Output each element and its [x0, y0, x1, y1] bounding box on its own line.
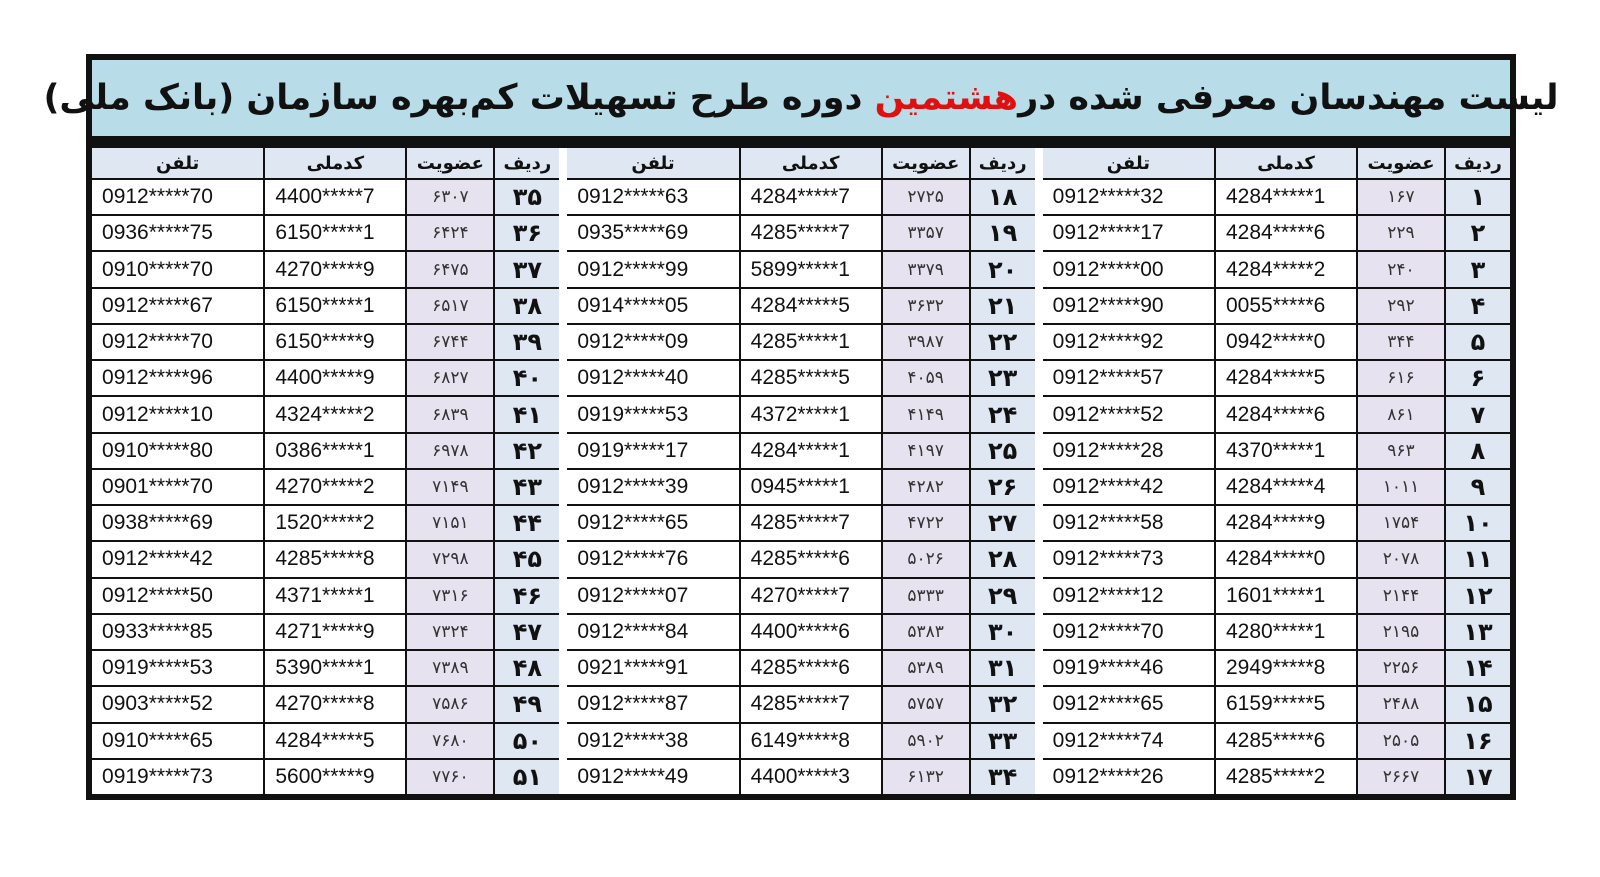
phone-cell: 0912*****90 [1043, 289, 1214, 323]
phone-cell: 0912*****74 [1043, 724, 1214, 758]
national-code-cell: 0055*****6 [1216, 289, 1356, 323]
national-code-cell: 4270*****7 [741, 579, 881, 613]
table-row [1043, 651, 1510, 685]
national-code-cell: 4284*****7 [741, 180, 881, 214]
table-row [1043, 216, 1510, 250]
row-number-cell: ۱۷ [1446, 760, 1510, 794]
table-row [1043, 579, 1510, 613]
phone-cell: 0912*****67 [92, 289, 263, 323]
national-code-cell: 4285*****7 [741, 687, 881, 721]
phone-cell: 0936*****75 [92, 216, 263, 250]
row-number-cell: ۳۵ [495, 180, 559, 214]
table-row [92, 651, 559, 685]
row-number-cell: ۲۱ [971, 289, 1035, 323]
phone-cell: 0912*****10 [92, 397, 263, 431]
row-number-cell: ۴۴ [495, 506, 559, 540]
row-number-cell: ۴۶ [495, 579, 559, 613]
national-code-cell: 4284*****2 [1216, 252, 1356, 286]
national-code-cell: 4370*****1 [1216, 434, 1356, 468]
membership-cell: ۶۷۴۴ [407, 325, 493, 359]
national-code-cell: 4285*****7 [741, 216, 881, 250]
membership-cell: ۲۵۰۵ [1358, 724, 1444, 758]
table-row [567, 506, 1034, 540]
phone-cell: 0912*****38 [567, 724, 738, 758]
row-number-cell: ۱۹ [971, 216, 1035, 250]
table-row [92, 361, 559, 395]
row-number-cell: ۳۶ [495, 216, 559, 250]
national-code-cell: 4284*****5 [741, 289, 881, 323]
table-row [1043, 397, 1510, 431]
national-code-cell: 6150*****1 [265, 216, 405, 250]
table-row [1043, 506, 1510, 540]
national-code-cell: 4271*****9 [265, 615, 405, 649]
row-number-cell: ۲۲ [971, 325, 1035, 359]
national-code-cell: 4284*****6 [1216, 397, 1356, 431]
membership-cell: ۷۵۸۶ [407, 687, 493, 721]
row-number-cell: ۲۰ [971, 252, 1035, 286]
membership-cell: ۲۹۲ [1358, 289, 1444, 323]
phone-cell: 0919*****53 [567, 397, 738, 431]
table-row [567, 325, 1034, 359]
membership-cell: ۶۴۷۵ [407, 252, 493, 286]
national-code-cell: 5390*****1 [265, 651, 405, 685]
membership-cell: ۵۳۸۳ [883, 615, 969, 649]
membership-cell: ۶۳۰۷ [407, 180, 493, 214]
national-code-cell: 4285*****6 [1216, 724, 1356, 758]
table-row [92, 325, 559, 359]
row-number-cell: ۴۲ [495, 434, 559, 468]
membership-cell: ۷۷۶۰ [407, 760, 493, 794]
membership-cell: ۳۶۳۲ [883, 289, 969, 323]
row-number-cell: ۱۰ [1446, 506, 1510, 540]
national-code-cell: 6149*****8 [741, 724, 881, 758]
table-panel-3 [92, 148, 559, 794]
national-code-cell: 4284*****0 [1216, 542, 1356, 576]
membership-cell: ۱۷۵۴ [1358, 506, 1444, 540]
membership-cell: ۳۴۴ [1358, 325, 1444, 359]
header-phone: تلفن [567, 148, 738, 178]
table-panel-1 [1043, 148, 1510, 794]
phone-cell: 0912*****07 [567, 579, 738, 613]
membership-cell: ۲۲۵۶ [1358, 651, 1444, 685]
row-number-cell: ۴۰ [495, 361, 559, 395]
national-code-cell: 0945*****1 [741, 470, 881, 504]
header-membership: عضویت [1358, 148, 1444, 178]
membership-cell: ۵۹۰۲ [883, 724, 969, 758]
row-number-cell: ۱۵ [1446, 687, 1510, 721]
membership-cell: ۲۷۲۵ [883, 180, 969, 214]
national-code-cell: 4270*****8 [265, 687, 405, 721]
phone-cell: 0912*****70 [92, 180, 263, 214]
phone-cell: 0912*****50 [92, 579, 263, 613]
row-number-cell: ۵۰ [495, 724, 559, 758]
national-code-cell: 4285*****2 [1216, 760, 1356, 794]
membership-cell: ۶۹۷۸ [407, 434, 493, 468]
phone-cell: 0912*****39 [567, 470, 738, 504]
national-code-cell: 4372*****1 [741, 397, 881, 431]
table-row [1043, 252, 1510, 286]
membership-cell: ۲۱۴۴ [1358, 579, 1444, 613]
header-national-code: کدملی [1216, 148, 1356, 178]
row-number-cell: ۳ [1446, 252, 1510, 286]
row-number-cell: ۲ [1446, 216, 1510, 250]
national-code-cell: 4400*****3 [741, 760, 881, 794]
national-code-cell: 4284*****1 [741, 434, 881, 468]
phone-cell: 0912*****26 [1043, 760, 1214, 794]
phone-cell: 0912*****65 [1043, 687, 1214, 721]
national-code-cell: 1601*****1 [1216, 579, 1356, 613]
phone-cell: 0912*****63 [567, 180, 738, 214]
phone-cell: 0912*****57 [1043, 361, 1214, 395]
table-row [567, 434, 1034, 468]
phone-cell: 0919*****73 [92, 760, 263, 794]
table-row [567, 289, 1034, 323]
row-number-cell: ۵ [1446, 325, 1510, 359]
membership-cell: ۲۴۰ [1358, 252, 1444, 286]
national-code-cell: 4284*****4 [1216, 470, 1356, 504]
phone-cell: 0912*****84 [567, 615, 738, 649]
national-code-cell: 6150*****9 [265, 325, 405, 359]
table-row [92, 397, 559, 431]
header-phone: تلفن [92, 148, 263, 178]
membership-cell: ۵۷۵۷ [883, 687, 969, 721]
title-part-2: دوره طرح تسهیلات کم‌بهره سازمان (بانک ملی) [43, 78, 875, 118]
row-number-cell: ۴۸ [495, 651, 559, 685]
row-number-cell: ۴۱ [495, 397, 559, 431]
row-number-cell: ۱ [1446, 180, 1510, 214]
phone-cell: 0912*****40 [567, 361, 738, 395]
membership-cell: ۲۴۸۸ [1358, 687, 1444, 721]
row-number-cell: ۴۷ [495, 615, 559, 649]
membership-cell: ۳۳۵۷ [883, 216, 969, 250]
membership-cell: ۲۲۹ [1358, 216, 1444, 250]
table-row [1043, 434, 1510, 468]
phone-cell: 0938*****69 [92, 506, 263, 540]
row-number-cell: ۴۹ [495, 687, 559, 721]
table-row [92, 506, 559, 540]
membership-cell: ۶۵۱۷ [407, 289, 493, 323]
header-membership: عضویت [407, 148, 493, 178]
national-code-cell: 4285*****6 [741, 542, 881, 576]
membership-cell: ۲۰۷۸ [1358, 542, 1444, 576]
membership-cell: ۷۶۸۰ [407, 724, 493, 758]
national-code-cell: 4324*****2 [265, 397, 405, 431]
national-code-cell: 4400*****7 [265, 180, 405, 214]
phone-cell: 0903*****52 [92, 687, 263, 721]
phone-cell: 0912*****92 [1043, 325, 1214, 359]
table-row [92, 470, 559, 504]
table-row [1043, 180, 1510, 214]
phone-cell: 0921*****91 [567, 651, 738, 685]
header-row-number: ردیف [495, 148, 559, 178]
table-header-row [1043, 148, 1510, 178]
table-row [567, 180, 1034, 214]
header-row-number: ردیف [971, 148, 1035, 178]
national-code-cell: 0942*****0 [1216, 325, 1356, 359]
table-row [567, 397, 1034, 431]
row-number-cell: ۱۴ [1446, 651, 1510, 685]
row-number-cell: ۴۳ [495, 470, 559, 504]
membership-cell: ۷۱۴۹ [407, 470, 493, 504]
row-number-cell: ۹ [1446, 470, 1510, 504]
national-code-cell: 4270*****2 [265, 470, 405, 504]
row-number-cell: ۳۹ [495, 325, 559, 359]
national-code-cell: 4280*****1 [1216, 615, 1356, 649]
phone-cell: 0901*****70 [92, 470, 263, 504]
phone-cell: 0914*****05 [567, 289, 738, 323]
phone-cell: 0919*****53 [92, 651, 263, 685]
phone-cell: 0912*****12 [1043, 579, 1214, 613]
table-row [567, 579, 1034, 613]
membership-cell: ۴۰۵۹ [883, 361, 969, 395]
table-row [1043, 542, 1510, 576]
row-number-cell: ۲۹ [971, 579, 1035, 613]
header-national-code: کدملی [265, 148, 405, 178]
table-row [567, 361, 1034, 395]
table-row [1043, 687, 1510, 721]
row-number-cell: ۳۲ [971, 687, 1035, 721]
table-row [1043, 760, 1510, 794]
row-number-cell: ۳۸ [495, 289, 559, 323]
table-row [92, 615, 559, 649]
membership-cell: ۲۱۹۵ [1358, 615, 1444, 649]
national-code-cell: 6150*****1 [265, 289, 405, 323]
title-part-1: لیست مهندسان معرفی شده در [1018, 78, 1559, 118]
row-number-cell: ۱۸ [971, 180, 1035, 214]
table-header-row [567, 148, 1034, 178]
membership-cell: ۳۳۷۹ [883, 252, 969, 286]
phone-cell: 0910*****70 [92, 252, 263, 286]
table-row [1043, 615, 1510, 649]
row-number-cell: ۱۳ [1446, 615, 1510, 649]
table-row [92, 216, 559, 250]
table-row [92, 542, 559, 576]
national-code-cell: 4285*****7 [741, 506, 881, 540]
table-row [92, 434, 559, 468]
table-row [92, 180, 559, 214]
phone-cell: 0912*****28 [1043, 434, 1214, 468]
header-row-number: ردیف [1446, 148, 1510, 178]
national-code-cell: 4270*****9 [265, 252, 405, 286]
membership-cell: ۱۶۷ [1358, 180, 1444, 214]
phone-cell: 0912*****58 [1043, 506, 1214, 540]
row-number-cell: ۲۶ [971, 470, 1035, 504]
phone-cell: 0912*****42 [1043, 470, 1214, 504]
phone-cell: 0919*****46 [1043, 651, 1214, 685]
national-code-cell: 4284*****1 [1216, 180, 1356, 214]
table-row [567, 542, 1034, 576]
national-code-cell: 4371*****1 [265, 579, 405, 613]
row-number-cell: ۵۱ [495, 760, 559, 794]
table-row [567, 216, 1034, 250]
phone-cell: 0912*****52 [1043, 397, 1214, 431]
membership-cell: ۵۰۲۶ [883, 542, 969, 576]
phone-cell: 0919*****17 [567, 434, 738, 468]
table-row [1043, 289, 1510, 323]
header-phone: تلفن [1043, 148, 1214, 178]
national-code-cell: 4285*****1 [741, 325, 881, 359]
membership-cell: ۷۳۸۹ [407, 651, 493, 685]
national-code-cell: 6159*****5 [1216, 687, 1356, 721]
membership-cell: ۴۱۴۹ [883, 397, 969, 431]
row-number-cell: ۳۱ [971, 651, 1035, 685]
table-row [92, 579, 559, 613]
row-number-cell: ۶ [1446, 361, 1510, 395]
table-row [567, 252, 1034, 286]
page-title [43, 60, 1559, 140]
national-code-cell: 4284*****5 [1216, 361, 1356, 395]
table-row [92, 687, 559, 721]
national-code-cell: 4284*****9 [1216, 506, 1356, 540]
row-number-cell: ۲۷ [971, 506, 1035, 540]
membership-cell: ۶۸۲۷ [407, 361, 493, 395]
phone-cell: 0935*****69 [567, 216, 738, 250]
phone-cell: 0912*****99 [567, 252, 738, 286]
membership-cell: ۶۴۲۴ [407, 216, 493, 250]
table-row [567, 724, 1034, 758]
row-number-cell: ۲۵ [971, 434, 1035, 468]
national-code-cell: 4400*****9 [265, 361, 405, 395]
table-row [92, 760, 559, 794]
table-row [567, 470, 1034, 504]
national-code-cell: 4285*****8 [265, 542, 405, 576]
national-code-cell: 4285*****6 [741, 651, 881, 685]
national-code-cell: 4400*****6 [741, 615, 881, 649]
membership-cell: ۶۱۳۲ [883, 760, 969, 794]
table-row [567, 615, 1034, 649]
phone-cell: 0912*****96 [92, 361, 263, 395]
row-number-cell: ۱۲ [1446, 579, 1510, 613]
phone-cell: 0912*****42 [92, 542, 263, 576]
national-code-cell: 4284*****5 [265, 724, 405, 758]
table-row [567, 651, 1034, 685]
table-row [1043, 325, 1510, 359]
membership-cell: ۶۱۶ [1358, 361, 1444, 395]
phone-cell: 0912*****09 [567, 325, 738, 359]
row-number-cell: ۱۶ [1446, 724, 1510, 758]
national-code-cell: 1520*****2 [265, 506, 405, 540]
membership-cell: ۶۸۳۹ [407, 397, 493, 431]
table-row [1043, 361, 1510, 395]
national-code-cell: 5600*****9 [265, 760, 405, 794]
national-code-cell: 4284*****6 [1216, 216, 1356, 250]
phone-cell: 0912*****87 [567, 687, 738, 721]
row-number-cell: ۸ [1446, 434, 1510, 468]
table-header-row [92, 148, 559, 178]
row-number-cell: ۲۳ [971, 361, 1035, 395]
row-number-cell: ۳۷ [495, 252, 559, 286]
row-number-cell: ۳۰ [971, 615, 1035, 649]
table-row [1043, 470, 1510, 504]
national-code-cell: 4285*****5 [741, 361, 881, 395]
engineers-table [92, 148, 1510, 794]
row-number-cell: ۴۵ [495, 542, 559, 576]
phone-cell: 0912*****73 [1043, 542, 1214, 576]
table-row [92, 252, 559, 286]
row-number-cell: ۲۸ [971, 542, 1035, 576]
phone-cell: 0912*****00 [1043, 252, 1214, 286]
row-number-cell: ۳۴ [971, 760, 1035, 794]
table-row [567, 687, 1034, 721]
membership-cell: ۳۹۸۷ [883, 325, 969, 359]
phone-cell: 0910*****80 [92, 434, 263, 468]
phone-cell: 0912*****49 [567, 760, 738, 794]
phone-cell: 0912*****17 [1043, 216, 1214, 250]
row-number-cell: ۴ [1446, 289, 1510, 323]
header-membership: عضویت [883, 148, 969, 178]
membership-cell: ۵۳۳۳ [883, 579, 969, 613]
phone-cell: 0912*****70 [1043, 615, 1214, 649]
table-row [567, 760, 1034, 794]
membership-cell: ۴۱۹۷ [883, 434, 969, 468]
phone-cell: 0912*****65 [567, 506, 738, 540]
row-number-cell: ۱۱ [1446, 542, 1510, 576]
membership-cell: ۸۶۱ [1358, 397, 1444, 431]
table-panel-2 [567, 148, 1034, 794]
phone-cell: 0910*****65 [92, 724, 263, 758]
national-code-cell: 2949*****8 [1216, 651, 1356, 685]
membership-cell: ۴۷۲۲ [883, 506, 969, 540]
membership-cell: ۹۶۳ [1358, 434, 1444, 468]
table-row [92, 289, 559, 323]
membership-cell: ۲۶۶۷ [1358, 760, 1444, 794]
document-frame [43, 54, 1559, 800]
national-code-cell: 5899*****1 [741, 252, 881, 286]
membership-cell: ۴۲۸۲ [883, 470, 969, 504]
membership-cell: ۷۳۲۴ [407, 615, 493, 649]
title-highlight: هشتمین [874, 78, 1019, 118]
phone-cell: 0912*****76 [567, 542, 738, 576]
membership-cell: ۱۰۱۱ [1358, 470, 1444, 504]
national-code-cell: 0386*****1 [265, 434, 405, 468]
table-row [92, 724, 559, 758]
header-national-code: کدملی [741, 148, 881, 178]
phone-cell: 0912*****32 [1043, 180, 1214, 214]
phone-cell: 0912*****70 [92, 325, 263, 359]
phone-cell: 0933*****85 [92, 615, 263, 649]
row-number-cell: ۳۳ [971, 724, 1035, 758]
row-number-cell: ۷ [1446, 397, 1510, 431]
membership-cell: ۷۳۱۶ [407, 579, 493, 613]
membership-cell: ۷۲۹۸ [407, 542, 493, 576]
membership-cell: ۷۱۵۱ [407, 506, 493, 540]
membership-cell: ۵۳۸۹ [883, 651, 969, 685]
row-number-cell: ۲۴ [971, 397, 1035, 431]
table-row [1043, 724, 1510, 758]
